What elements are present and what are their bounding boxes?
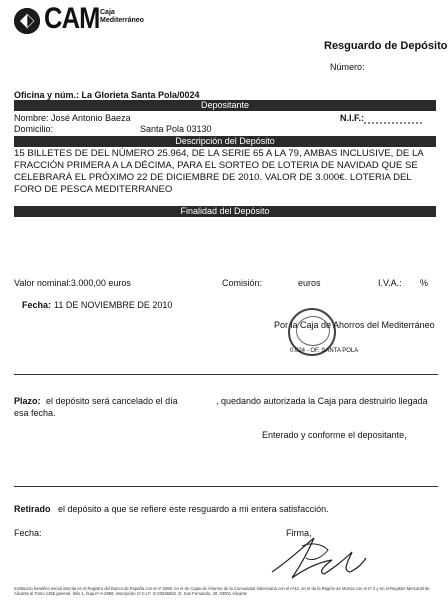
stamp-text: Por la Caja de Ahorros del Mediterráneo [274,320,435,330]
comision-euros: euros [298,278,321,288]
domicilio-label: Domicilio: [14,124,54,134]
depositante-bar: Depositante [14,100,436,111]
nif-label: N.I.F.: [340,113,364,123]
finalidad-bar: Finalidad del Depósito [14,206,436,217]
valor-nominal: Valor nominal:3.000,00 euros [14,278,131,288]
plazo-text1: el depósito será cancelado el día [46,396,178,406]
cam-logo-icon [14,8,40,34]
fecha-label: Fecha: [22,300,52,310]
retirado-label: Retirado [14,504,51,514]
logo-subtitle: Caja Mediterráneo [100,9,144,24]
nombre-line: Nombre: José Antonio Baeza [14,113,131,123]
legal-footer: Institución benéfico social inscrita en el Registro del Banco de España con el nº 2090, en el de Cajas de Ahorros de la Comunidad Valenciana con el nº12, en el de la Región de Murcia con el nº 2 y en el Registro Mercantil de Alicante al Tomo 1356 general, folio 1, hoja nº A-2856, inscripción 1ª C.I.F. G-03046562. D. San Fernando, 40. 03001 Alicante [14,586,430,596]
plazo-text2: , quedando autorizada la Caja para destruirlo llegada [216,396,428,406]
conforme-text: Enterado y conforme el depositante, [262,430,407,440]
firma-label: Firma, [286,528,312,538]
descripcion-bar: Descripción del Depósito [14,136,436,147]
plazo-label: Plazo: [14,396,41,406]
retirado-text: el depósito a que se refiere este resguardo a mi entera satisfacción. [58,504,329,514]
stamp-office: 0.024 - OF. SANTA POLA [290,348,359,354]
plazo-text3: esa fecha. [14,408,56,418]
descripcion-text: 15 BILLETES DE DEL NÚMERO 25.964, DE LA SERIE 65 A LA 79, AMBAS INCLUSIVE, DE LA FRACCIÓN PRIMERA A LA DÉCIMA, PARA EL SORTEO DE LOTERIA DE NAVIDAD QUE SE CELEBRARÁ EL PRÓXIMO 22 DE DICIEMBRE DE 2010. VALOR DE 3.000€. LOTERIA DEL FORO DE PESCA MEDITERRANEO [14,148,424,195]
numero-label: Número: [330,62,365,72]
iva-label: I.V.A.: [378,278,402,288]
comision-label: Comisión: [222,278,263,288]
divider-2 [14,486,438,487]
oficina-line: Oficina y núm.: La Glorieta Santa Pola/0024 [14,90,200,100]
nif-redacted [364,114,424,122]
iva-percent: % [420,278,429,288]
document-title: Resguardo de Depósito [324,40,448,52]
divider-1 [14,374,438,375]
logo-wordmark: CAM [44,2,100,35]
retirado-fecha: Fecha: [14,528,42,538]
fecha-value: 11 DE NOVIEMBRE DE 2010 [54,300,173,310]
signature-icon [262,528,372,584]
domicilio-value: Santa Pola 03130 [140,124,212,134]
